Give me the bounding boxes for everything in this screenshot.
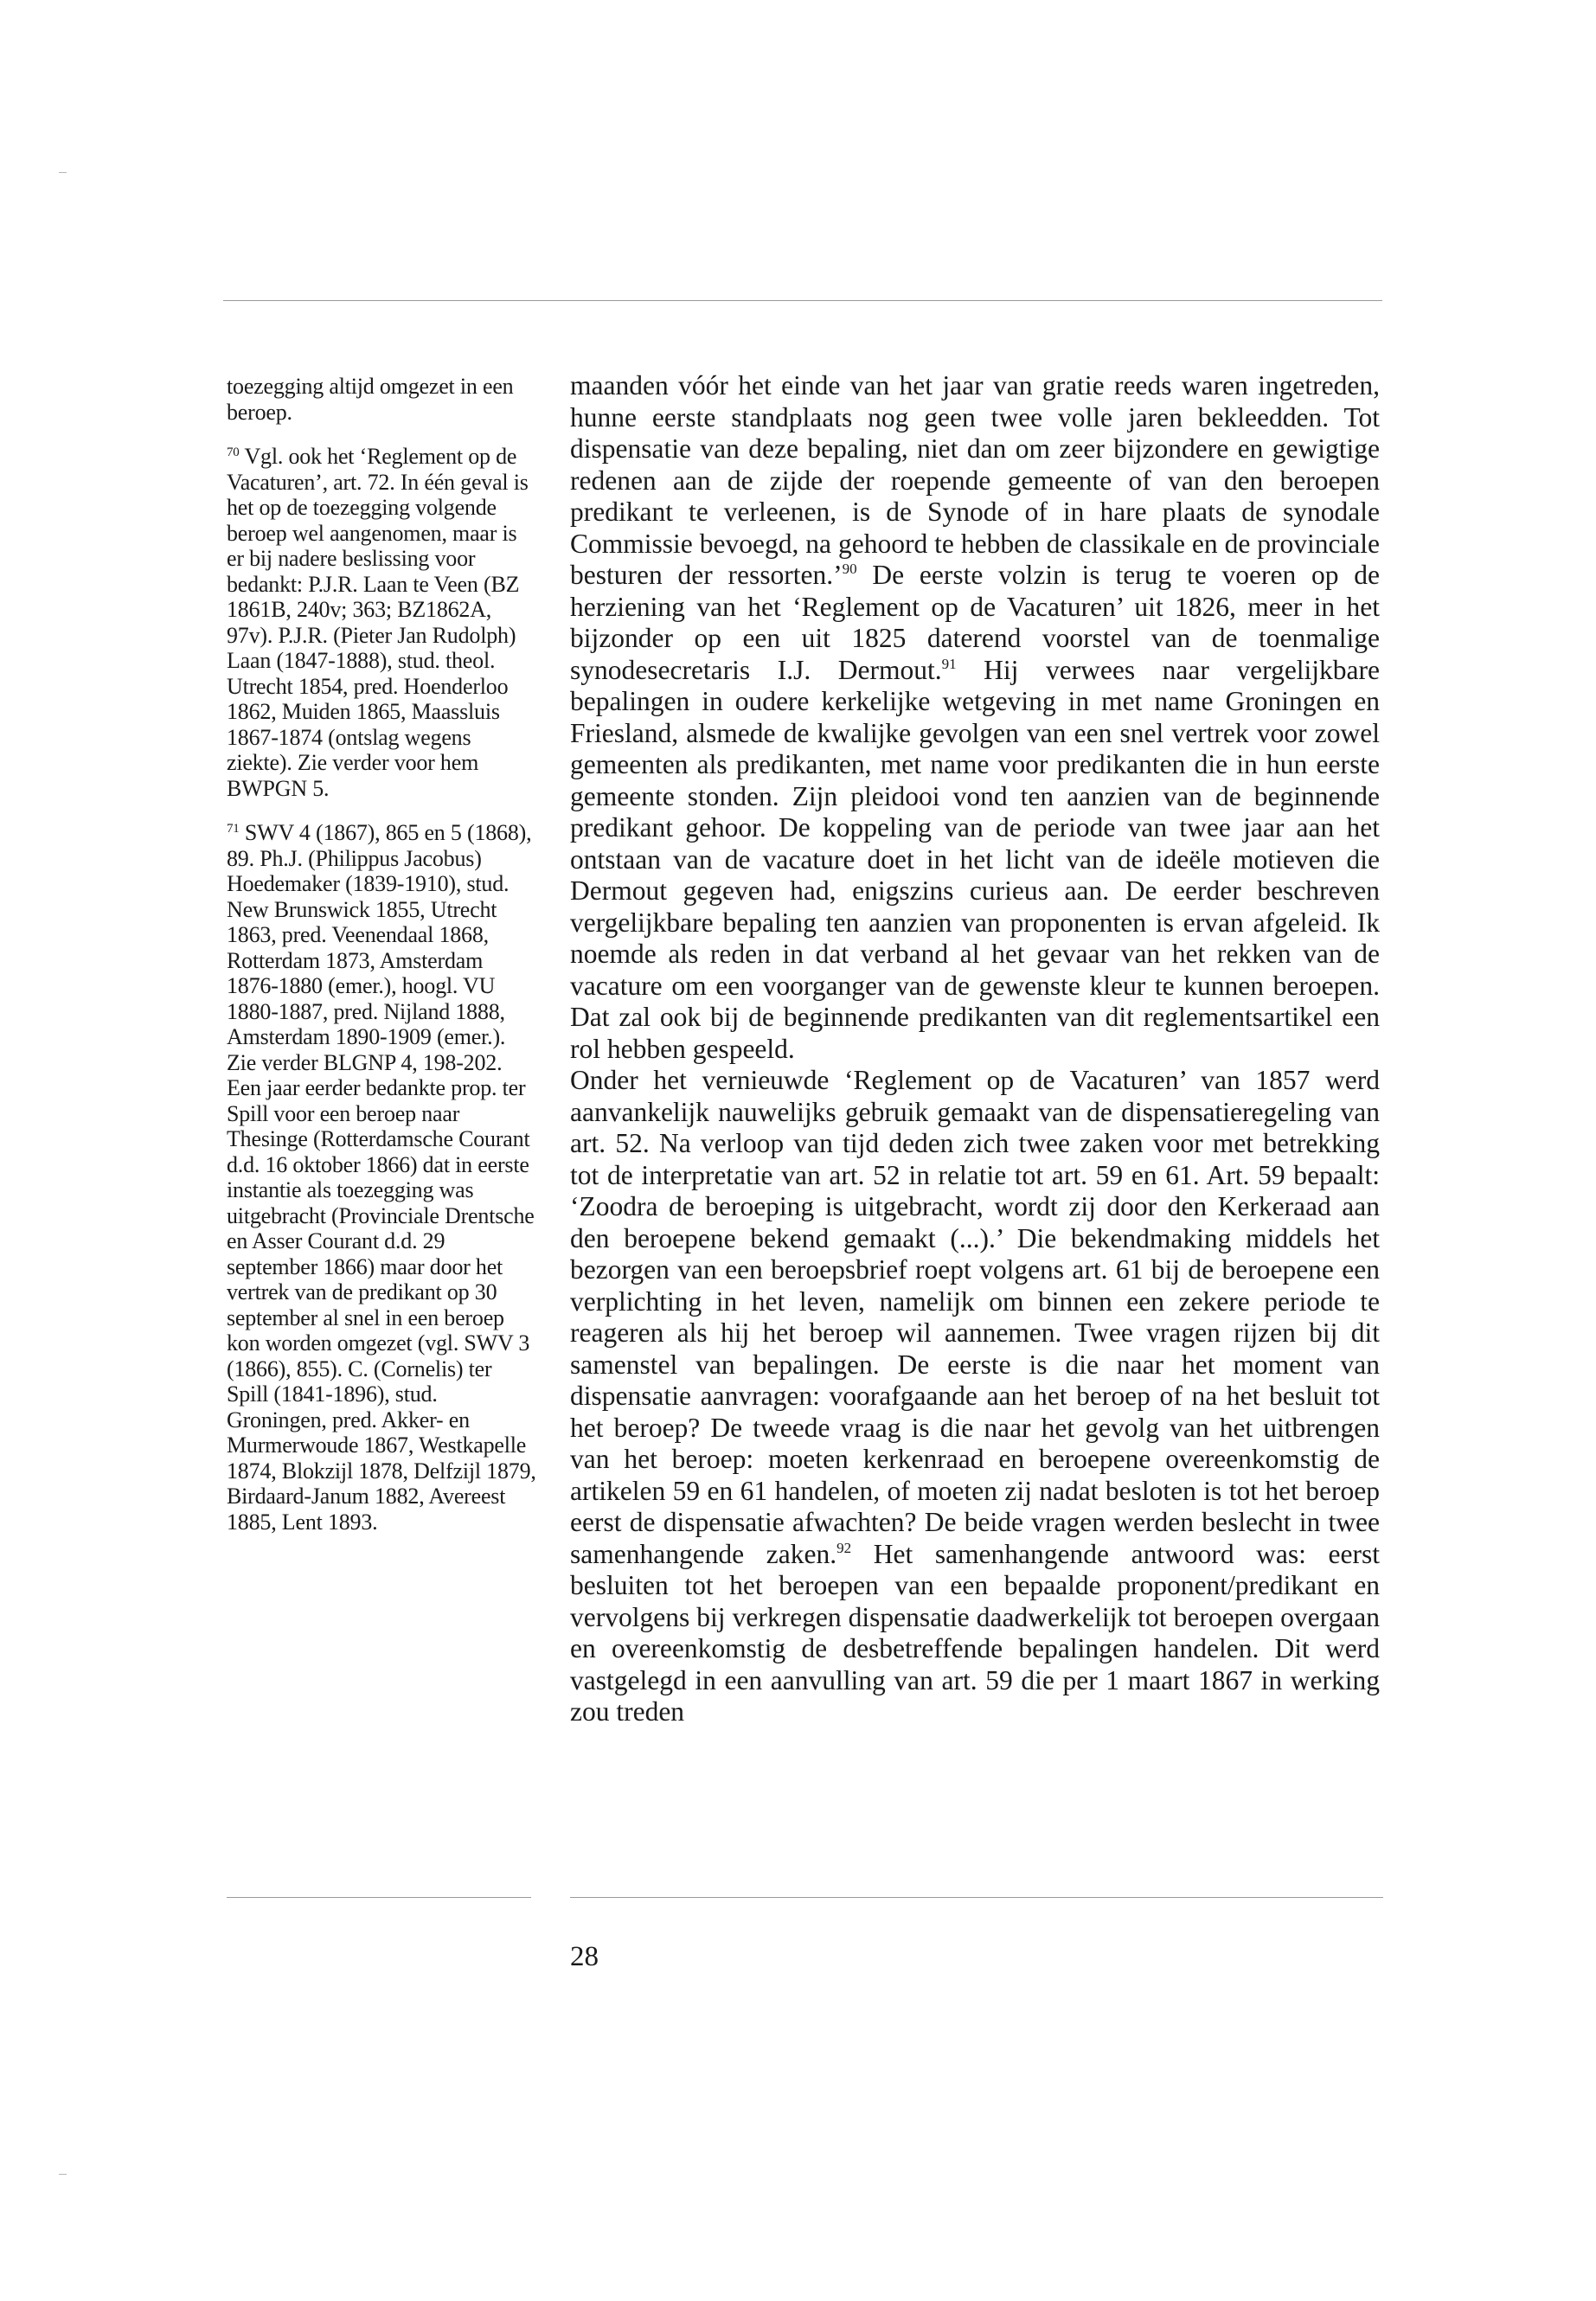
paragraph-text: Onder het vernieuwde ‘Reglement op de Vacaturen’ van 1857 werd aanvankelijk nauwelijks gebruik gemaakt van de dispensatieregeling van art. 52. Na verloop van tijd deden zich twee zaken voor met betrekking tot de interpretatie van art. 52 in relatie tot art. 59 en 61. Art. 59 bepaalt: ‘Zoodra de beroeping is uitgebracht, wordt zij door den Kerkeraad aan den beroepene bekend gemaakt (...).’ Die bekendmaking middels het bezorgen van een beroepsbrief roept volgens art. 61 bij de beroepene een verplichting in het leven, namelijk om binnen een zekere periode te reageren als hij het beroep wil aannemen. Twee vragen rijzen bij dit samenstel van bepalingen. De eerste is die naar het moment van dispensatie aanvragen: voorafgaande aan het beroep of na het besluit tot het beroep? De tweede vraag is die naar het gevolg van het uitbrengen van het beroep: moeten kerkenraad en beroepene overeenkomstig de artikelen 59 en 61 handelen, of moeten zij nadat besloten is tot het beroep eerst de dispensatie afwachten? De beide vragen werden beslecht in twee samenhangende zaken. xyxy=(570,1065,1380,1569)
footer-rule xyxy=(570,1897,1383,1898)
note-reference-90: 90 xyxy=(842,561,857,577)
sidebar-footnotes xyxy=(227,374,538,1554)
footnote-text: Vgl. ook het ‘Reglement op de Vacaturen’, art. 72. In één geval is het op de toezegging volgende beroep wel aangenomen, maar is er bij nadere beslissing voor bedankt: P.J.R. Laan te Veen (BZ 1861B, 240v; 363; BZ1862A, 97v). P.J.R. (Pieter Jan Rudolph) Laan (1847-1888), stud. theol. Utrecht 1854, pred. Hoenderloo 1862, Muiden 1865, Maassluis 1867-1874 (ontslag wegens ziekte). Zie verder voor hem BWPGN 5. xyxy=(227,444,529,801)
footnote-marker: 70 xyxy=(227,445,240,459)
crop-mark-top xyxy=(59,172,67,173)
footnote-marker: 71 xyxy=(227,822,240,836)
footnote-71 xyxy=(227,820,538,1535)
paragraph-text: Hij verwees naar vergelijkbare bepalingen in oudere kerkelijke wetgeving in met name Groningen en Friesland, alsmede de kwalijke gevolgen van een snel vertrek voor zowel gemeenten als predikanten, met name voor predikanten die in hun eerste gemeente stonden. Zijn pleidooi vond ten aanzien van de beginnende predikant gehoor. De koppeling van de periode van twee jaar aan het ontstaan van de vacature doet in het licht van de ideële motieven die Dermout gegeven had, enigszins curieus aan. De eerder beschreven vergelijkbare bepaling ten aanzien van proponenten is ervan afgeleid. Ik noemde als reden in dat verband al het gevaar van het rekken van de vacature om een voorganger van de gewenste kleur te kunnen beroepen. Dat zal ook bij de beginnende predikanten van dit reglementsartikel een rol hebben gespeeld. xyxy=(570,654,1381,1064)
footnote-text: SWV 4 (1867), 865 en 5 (1868), 89. Ph.J. (Philippus Jacobus) Hoedemaker (1839-1910), stud. New Brunswick 1855, Utrecht 1863, pred. Veenendaal 1868, Rotterdam 1873, Amsterdam 1876-1880 (emer.), hoogl. VU 1880-1887, pred. Nijland 1888, Amsterdam 1890-1909 (emer.). Zie verder BLGNP 4, 198-202. Een jaar eerder bedankte prop. ter Spill voor een beroep naar Thesinge (Rotterdamsche Courant d.d. 16 oktober 1866) dat in eerste instantie als toezegging was uitgebracht (Provinciale Drentsche en Asser Courant d.d. 29 september 1866) maar door het vertrek van de predikant op 30 september al snel in een beroep kon worden omgezet (vgl. SWV 3 (1866), 855). C. (Cornelis) ter Spill (1841-1896), stud. Groningen, pred. Akker- en Murmerwoude 1867, Westkapelle 1874, Blokzijl 1878, Delfzijl 1879, Birdaard-Janum 1882, Avereest 1885, Lent 1893. xyxy=(227,820,536,1535)
note-reference-92: 92 xyxy=(836,1539,852,1556)
footnote-continuation xyxy=(227,374,538,425)
paragraph-text: Het samenhangende antwoord was: eerst besluiten tot het beroepen van een bepaalde proponent/predikant en vervolgens bij verkregen dispensatie daadwerkelijk tot beroepen overgaan en overeenkomstig de desbetreffende bepalingen handelen. Dit werd vastgelegd in een aanvulling van art. 59 die per 1 maart 1867 in werking zou treden xyxy=(570,1538,1380,1727)
main-body-text xyxy=(570,370,1380,1728)
paragraph-text: maanden vóór het einde van het jaar van gratie reeds waren ingetreden, hunne eerste standplaats nog geen twee volle jaren bekleedden. Tot dispensatie van deze bepaling, niet dan om zeer bijzondere en gewigtige redenen aan de zijde der roepende gemeente of van den beroepen predikant te verleenen, is de Synode of in hare plaats de synodale Commissie bevoegd, na gehoord te hebben de classikale en de provinciale besturen der ressorten.’ xyxy=(570,370,1380,590)
crop-mark-bottom xyxy=(59,2174,67,2175)
body-paragraph xyxy=(570,1065,1380,1728)
header-rule xyxy=(223,300,1382,301)
footnote-70 xyxy=(227,444,538,801)
page-number: 28 xyxy=(570,1941,599,1972)
paragraph-text: De eerste volzin is terug te voeren op de herziening van het ‘Reglement op de Vacaturen’ uit 1826, meer in het bijzonder op een uit 1825 daterend voorstel van de toenmalige synodesecretaris I.J. Dermout. xyxy=(570,560,1380,685)
note-reference-91: 91 xyxy=(941,655,957,672)
sidebar-footer-rule xyxy=(227,1897,531,1898)
footnote-text: toezegging altijd omgezet in een beroep. xyxy=(227,374,514,425)
body-paragraph xyxy=(570,370,1380,1065)
